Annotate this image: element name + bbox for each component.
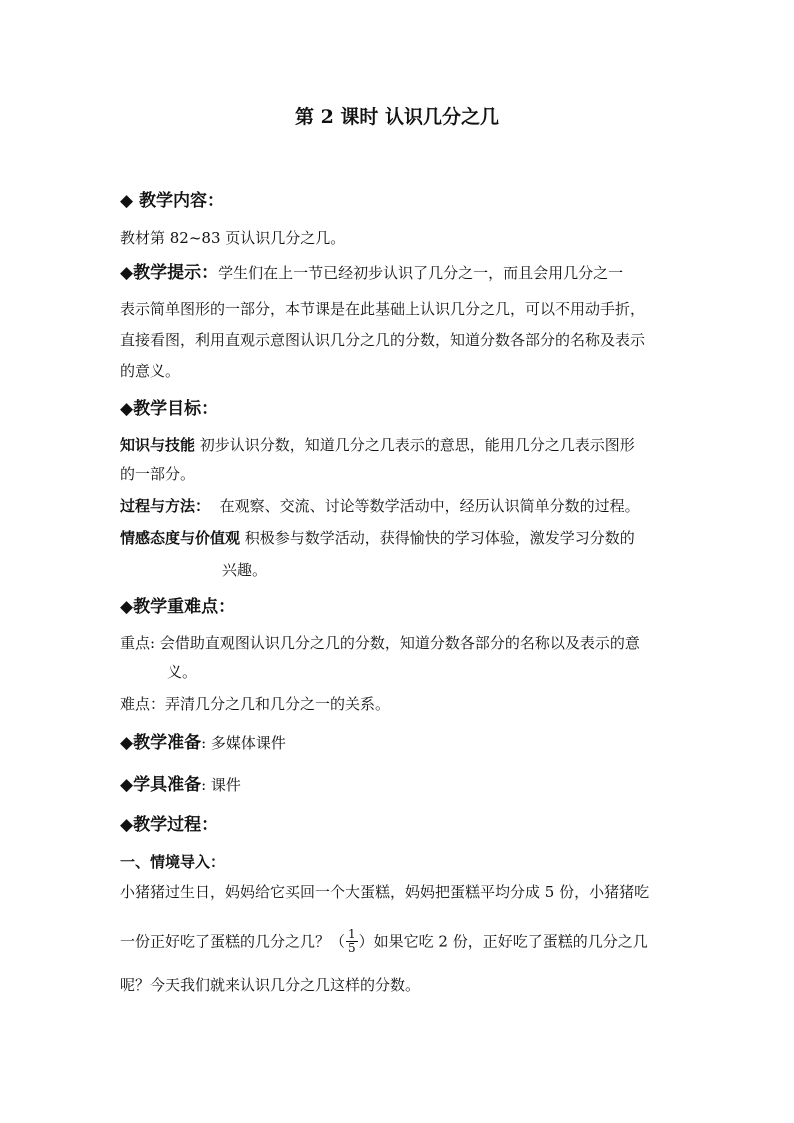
section-heading-key-points: ◆教学重难点： [120,597,236,617]
process-line-2 [120,929,648,956]
tips-line-3: 直接看图，利用直观示意图认识几分之几的分数，知道分数各部分的名称及表示 [120,331,646,349]
goal-knowledge-line-1 [120,435,635,455]
section-heading-student-prep: ◆学具准备 [120,775,202,795]
process-line-3: 呢？今天我们就来认识几分之几这样的分数。 [120,976,421,994]
tips-text-1: 学生们在上一节已经初步认识了几分之一，而且会用几分之一 [218,264,624,282]
section-heading-goals: ◆教学目标： [120,399,219,419]
section-heading-tips: ◆教学提示： [120,263,219,283]
goal-emotion-label: 情感态度与价值观 [120,529,241,547]
section-heading-content: ◆ 教学内容： [120,191,224,211]
tips-line-4: 的意义。 [120,362,181,380]
student-prep-line [120,775,241,795]
section-heading-teaching-prep: ◆教学准备 [120,733,202,753]
content-text: 教材第 82~83 页认识几分之几。 [120,229,346,247]
teaching-prep-text: : 多媒体课件 [201,734,286,752]
goal-knowledge-label: 知识与技能 [120,436,196,454]
goal-process-text: 在观察、交流、讨论等数学活动中，经历认识简单分数的过程。 [219,497,640,515]
process-line-2-before: 一份正好吃了蛋糕的几分之几？（ [120,932,346,951]
section-heading-process: ◆教学过程： [120,815,219,835]
goal-knowledge-text: 初步认识分数，知道几分之几表示的意思，能用几分之几表示图形 [199,436,635,454]
goal-knowledge-line-2: 的一部分。 [120,465,196,483]
page-title: 第 2 课时 认识几分之几 [294,106,500,128]
key-point-line-2: 义。 [167,663,198,681]
fraction-denominator: 5 [348,941,356,955]
difficult-point: 难点：弄清几分之几和几分之一的关系。 [120,695,391,713]
key-point-line-1: 重点: 会借助直观图认识几分之几的分数，知道分数各部分的名称以及表示的意 [120,634,640,652]
student-prep-text: : 课件 [201,776,241,794]
goal-process-label: 过程与方法： [120,497,211,515]
goal-emotion-line-1 [120,528,635,548]
goal-emotion-line-2: 兴趣。 [222,561,268,579]
process-line-1: 小猪猪过生日，妈妈给它买回一个大蛋糕，妈妈把蛋糕平均分成 5 份，小猪猪吃 [120,883,650,901]
fraction-numerator: 1 [348,927,356,941]
goal-process-line [120,496,640,516]
process-line-2-after: ）如果它吃 2 份，正好吃了蛋糕的几分之几 [358,932,648,951]
process-section-1-heading: 一、情境导入： [120,853,226,871]
tips-line-1 [120,263,623,283]
tips-line-2: 表示简单图形的一部分，本节课是在此基础上认识几分之几，可以不用动手折， [120,300,646,318]
goal-emotion-text: 积极参与数学活动，获得愉快的学习体验，激发学习分数的 [244,529,635,547]
teaching-prep-line [120,733,286,753]
fraction-one-fifth [346,928,358,955]
